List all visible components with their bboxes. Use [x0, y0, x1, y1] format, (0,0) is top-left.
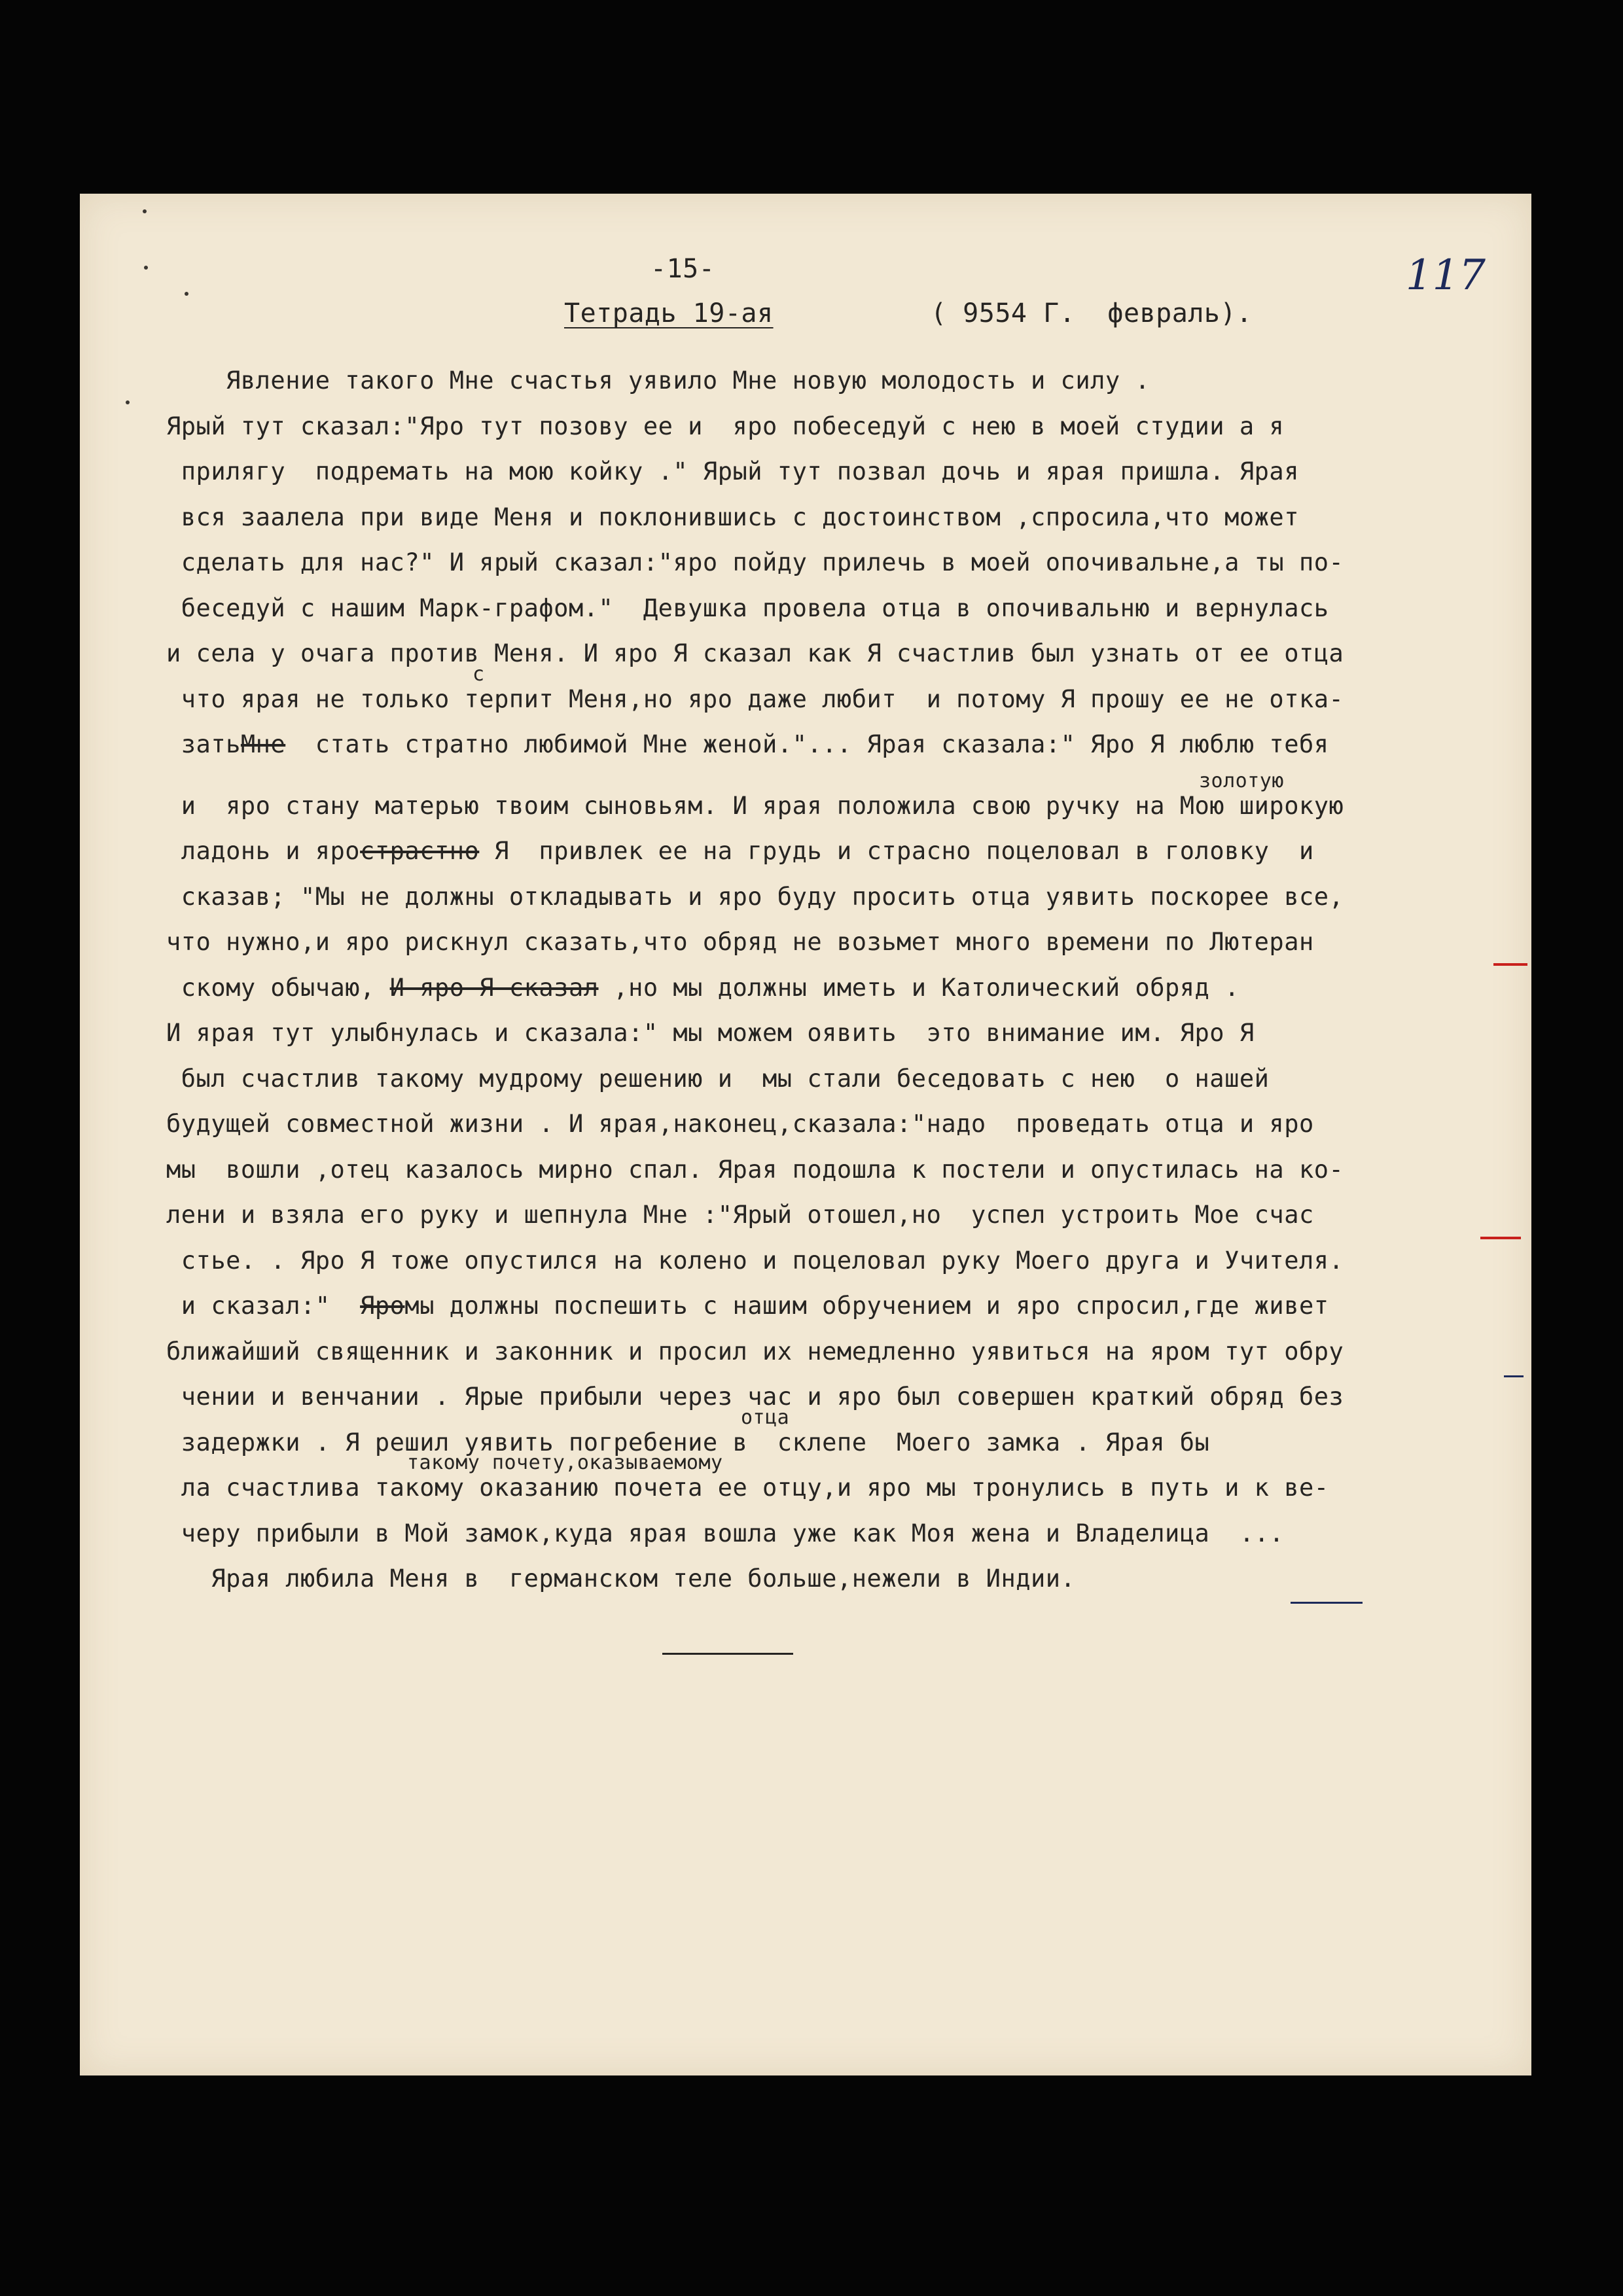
line-segment: зать [166, 730, 241, 758]
line-segment: мы должны поспешить с нашим обручением и яро спросил,где живет [404, 1292, 1329, 1320]
text-line: будущей совместной жизни . И ярая,наконец,сказала:"надо проведать отца и яро [166, 1110, 1314, 1138]
line-segment: и сказал:" [166, 1292, 361, 1320]
text-line: мы вошли ,отец казалось мирно спал. Ярая подошла к постели и опустилась на ко- [166, 1155, 1344, 1184]
text-line: был счастлив такому мудрому решению и мы стали беседовать с нею о нашей [166, 1064, 1270, 1093]
text-line: Явление такого Мне счастья уявило Мне новую молодость и силу . [166, 366, 1150, 395]
page-number: -15- [651, 254, 715, 284]
blue-margin-mark [1504, 1375, 1524, 1377]
typescript-page [80, 194, 1531, 2075]
text-line: вся заалела при виде Меня и поклонившись с достоинством ,спросила,что может [166, 503, 1299, 531]
line-segment: стать стратно любимой Мне женой."... Ярая сказала:" Яро Я люблю тебя [285, 730, 1329, 758]
text-line: И ярая тут улыбнулась и сказала:" мы можем оявить это внимание им. Яро Я [166, 1019, 1255, 1047]
interlinear-correction: такому почету,оказываемому [407, 1451, 723, 1474]
paper-speck [126, 400, 130, 404]
text-line: лени и взяла его руку и шепнула Мне :"Ярый отошел,но успел устроить Мое счас [166, 1201, 1314, 1229]
text-line: Ярая любила Меня в германском теле больше,нежели в Индии. [166, 1564, 1076, 1593]
text-line: стье. . Яро Я тоже опустился на колено и поцеловал руку Моего друга и Учителя. [166, 1246, 1344, 1275]
line-segment: скому обычаю, [166, 973, 390, 1002]
notebook-date: ( 9554 Г. февраль). [931, 298, 1253, 328]
text-line: и яро стану матерью твоим сыновьям. И ярая положила свою ручку на Мою широкую [166, 791, 1344, 820]
text-line: и села у очага против Меня. И яро Я сказал как Я счастлив был узнать от ее отца [166, 639, 1344, 667]
text-line [166, 974, 1240, 1002]
text-line: сказав; "Мы не должны откладывать и яро буду просить отца уявить поскорее все, [166, 882, 1344, 911]
text-line [166, 837, 1314, 865]
text-line: чении и венчании . Ярые прибыли через час и яро был совершен краткий обряд без [166, 1383, 1344, 1411]
text-line [166, 1292, 1329, 1320]
struck-text: Яро [360, 1292, 405, 1320]
struck-text: страстно [360, 837, 480, 865]
text-line: что ярая не только терпит Меня,но яро даже любит и потому Я прошу ее не отка- [166, 684, 1344, 713]
paper-speck [144, 266, 148, 270]
text-line: ла счастлива такому оказанию почета ее отцу,и яро мы тронулись в путь и к ве- [166, 1474, 1329, 1502]
text-line [166, 730, 1329, 758]
interlinear-correction: золотую [1199, 769, 1284, 792]
text-line: что нужно,и яро рискнул сказать,что обряд не возьмет много времени по Лютеран [166, 928, 1314, 956]
text-line: Ярый тут сказал:"Яро тут позову ее и яро побеседуй с нею в моей студии а я [166, 412, 1285, 440]
red-margin-mark [1493, 963, 1527, 966]
blue-margin-mark [1291, 1602, 1363, 1604]
text-line: задержки . Я решил уявить погребение в склепе Моего замка . Ярая бы [166, 1428, 1210, 1457]
text-line: сделать для нас?" И ярый сказал:"яро пойду прилечь в моей опочивальне,а ты по- [166, 548, 1344, 576]
text-line: прилягу подремать на мою койку ." Ярый тут позвал дочь и ярая пришла. Ярая [166, 457, 1299, 486]
paper-speck [185, 292, 188, 296]
text-line: беседуй с нашим Марк-графом." Девушка провела отца в опочивальню и вернулась [166, 593, 1329, 622]
line-segment: ладонь и яро [166, 837, 361, 865]
text-line: ближайший священник и законник и просил их немедленно уявиться на яром тут обру [166, 1337, 1344, 1366]
red-margin-mark [1480, 1237, 1521, 1239]
struck-text: Мне [240, 730, 286, 758]
notebook-heading: Тетрадь 19-ая [564, 298, 774, 328]
paper-speck [143, 209, 147, 213]
struck-text: И яро Я сказал [389, 973, 599, 1002]
folio-number: 117 [1405, 251, 1486, 300]
interlinear-correction: отца [741, 1405, 790, 1429]
end-rule [662, 1653, 793, 1655]
line-segment: ,но мы должны иметь и Католический обряд . [598, 973, 1240, 1002]
interlinear-correction: с [473, 662, 485, 686]
line-segment: Я привлек ее на грудь и страсно поцеловал в головку и [479, 837, 1314, 865]
text-line: черу прибыли в Мой замок,куда ярая вошла уже как Моя жена и Владелица ... [166, 1519, 1285, 1547]
